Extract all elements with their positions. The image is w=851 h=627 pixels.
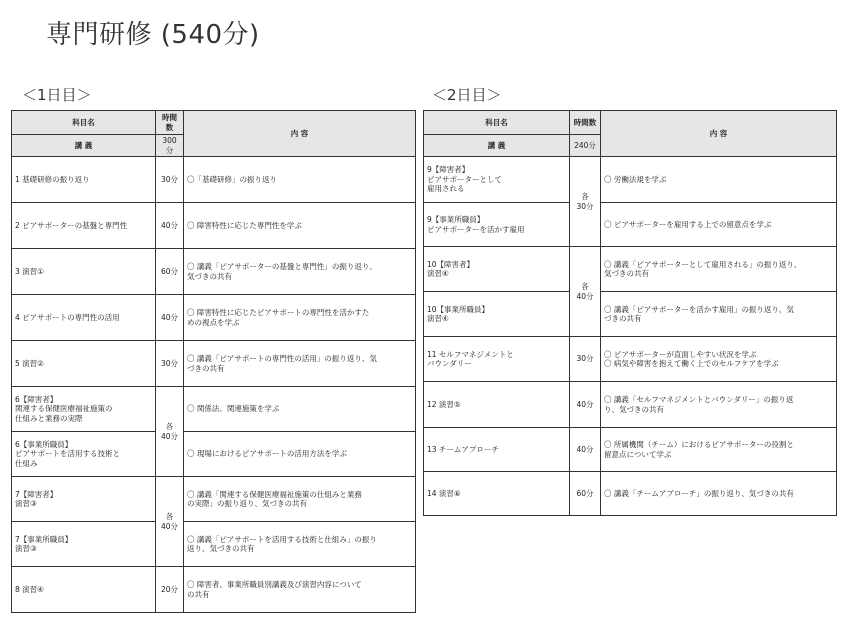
table-row (424, 472, 837, 516)
table-row (12, 387, 416, 432)
row-content: 〇 講義「チームアプローチ」の振り返り、気づきの共有 (601, 472, 837, 516)
row-subject: 5 演習② (12, 341, 156, 387)
table-row (12, 522, 416, 567)
row-subject: 2 ピアサポーターの基盤と専門性 (12, 203, 156, 249)
row-subject: 13 チームアプローチ (424, 428, 570, 472)
row-content: 〇 講義「ピアサポーターの基盤と専門性」の振り返り、 気づきの共有 (184, 249, 416, 295)
content-header: 内 容 (184, 111, 416, 157)
table-row (12, 157, 416, 203)
row-content: 〇 障害特性に応じた専門性を学ぶ (184, 203, 416, 249)
row-time: 40分 (156, 295, 184, 341)
table-row (424, 292, 837, 337)
row-content: 〇 講義「ピアサポーターとして雇用される」の振り返り、 気づきの共有 (601, 247, 837, 292)
row-content: 〇 労働法規を学ぶ (601, 157, 837, 203)
page-title: 専門研修 (540分) (46, 20, 260, 50)
row-time: 30分 (156, 157, 184, 203)
time-header: 時間数 (570, 111, 601, 135)
lecture-label: 講 義 (424, 135, 570, 157)
day1-schedule-table (11, 110, 416, 613)
row-subject: 8 演習④ (12, 567, 156, 613)
row-time: 各 40分 (156, 477, 184, 567)
row-subject: 10【事業所職員】 演習④ (424, 292, 570, 337)
row-content: 〇 ピアサポーターが直面しやすい状況を学ぶ 〇 病気や障害を抱えて働く上でのセルフケアを学ぶ (601, 337, 837, 382)
row-time: 各 30分 (570, 157, 601, 247)
row-time: 各 40分 (156, 387, 184, 477)
row-content: 〇 講義「セルフマネジメントとバウンダリー」の振り返 り、気づきの共有 (601, 382, 837, 428)
row-subject: 7【事業所職員】 演習③ (12, 522, 156, 567)
day1-label: ＜1日目＞ (22, 86, 92, 104)
row-subject: 3 演習① (12, 249, 156, 295)
table-row (12, 249, 416, 295)
row-time: 各 40分 (570, 247, 601, 337)
table-row (12, 341, 416, 387)
row-content: 〇 障害者、事業所職員別講義及び演習内容について の共有 (184, 567, 416, 613)
row-subject: 6【事業所職員】 ピアサポートを活用する技術と 仕組み (12, 432, 156, 477)
row-content: 〇 関係法、関連施策を学ぶ (184, 387, 416, 432)
row-time: 30分 (156, 341, 184, 387)
row-time: 40分 (570, 382, 601, 428)
row-subject: 14 演習⑥ (424, 472, 570, 516)
row-content: 〇 講義「ピアサポートを活用する技術と仕組み」の振り 返り、気づきの共有 (184, 522, 416, 567)
table-row (424, 337, 837, 382)
day2-label: ＜2日目＞ (432, 86, 502, 104)
subject-header: 科目名 (12, 111, 156, 135)
row-time: 20分 (156, 567, 184, 613)
row-subject: 11 セルフマネジメントと バウンダリー (424, 337, 570, 382)
row-content: 〇 所属機関（チーム）におけるピアサポーターの役割と 留意点について学ぶ (601, 428, 837, 472)
table-row (12, 567, 416, 613)
table-row (424, 382, 837, 428)
row-content: 〇 講義「ピアサポートの専門性の活用」の振り返り、気 づきの共有 (184, 341, 416, 387)
row-time: 60分 (156, 249, 184, 295)
row-time: 40分 (570, 428, 601, 472)
row-time: 40分 (156, 203, 184, 249)
table-row (12, 203, 416, 249)
row-subject: 6【障害者】 関連する保健医療福祉施策の 仕組みと業務の実際 (12, 387, 156, 432)
day2-schedule-table (423, 110, 837, 516)
subject-header: 科目名 (424, 111, 570, 135)
row-time: 30分 (570, 337, 601, 382)
row-content: 〇 ピアサポーターを雇用する上での留意点を学ぶ (601, 203, 837, 247)
table-row (424, 203, 837, 247)
row-subject: 9【障害者】 ピアサポーターとして 雇用される (424, 157, 570, 203)
row-subject: 10【障害者】 演習④ (424, 247, 570, 292)
row-content: 〇「基礎研修」の振り返り (184, 157, 416, 203)
table-row (424, 247, 837, 292)
content-header: 内 容 (601, 111, 837, 157)
lecture-total: 240分 (570, 135, 601, 157)
table-row (12, 477, 416, 522)
row-subject: 9【事業所職員】 ピアサポーターを活かす雇用 (424, 203, 570, 247)
row-subject: 1 基礎研修の振り返り (12, 157, 156, 203)
row-subject: 4 ピアサポートの専門性の活用 (12, 295, 156, 341)
lecture-label: 講 義 (12, 135, 156, 157)
row-subject: 12 演習⑤ (424, 382, 570, 428)
time-header: 時間数 (156, 111, 184, 135)
lecture-total: 300分 (156, 135, 184, 157)
row-content: 〇 講義「ピアサポーターを活かす雇用」の振り返り、気 づきの共有 (601, 292, 837, 337)
table-row (12, 295, 416, 341)
row-subject: 7【障害者】 演習③ (12, 477, 156, 522)
row-content: 〇 障害特性に応じたピアサポートの専門性を活かすた めの視点を学ぶ (184, 295, 416, 341)
table-row (424, 428, 837, 472)
row-time: 60分 (570, 472, 601, 516)
table-row (12, 432, 416, 477)
row-content: 〇 講義「関連する保健医療福祉施策の仕組みと業務 の実際」の振り返り、気づきの共有 (184, 477, 416, 522)
table-row (424, 157, 837, 203)
row-content: 〇 現場におけるピアサポートの活用方法を学ぶ (184, 432, 416, 477)
